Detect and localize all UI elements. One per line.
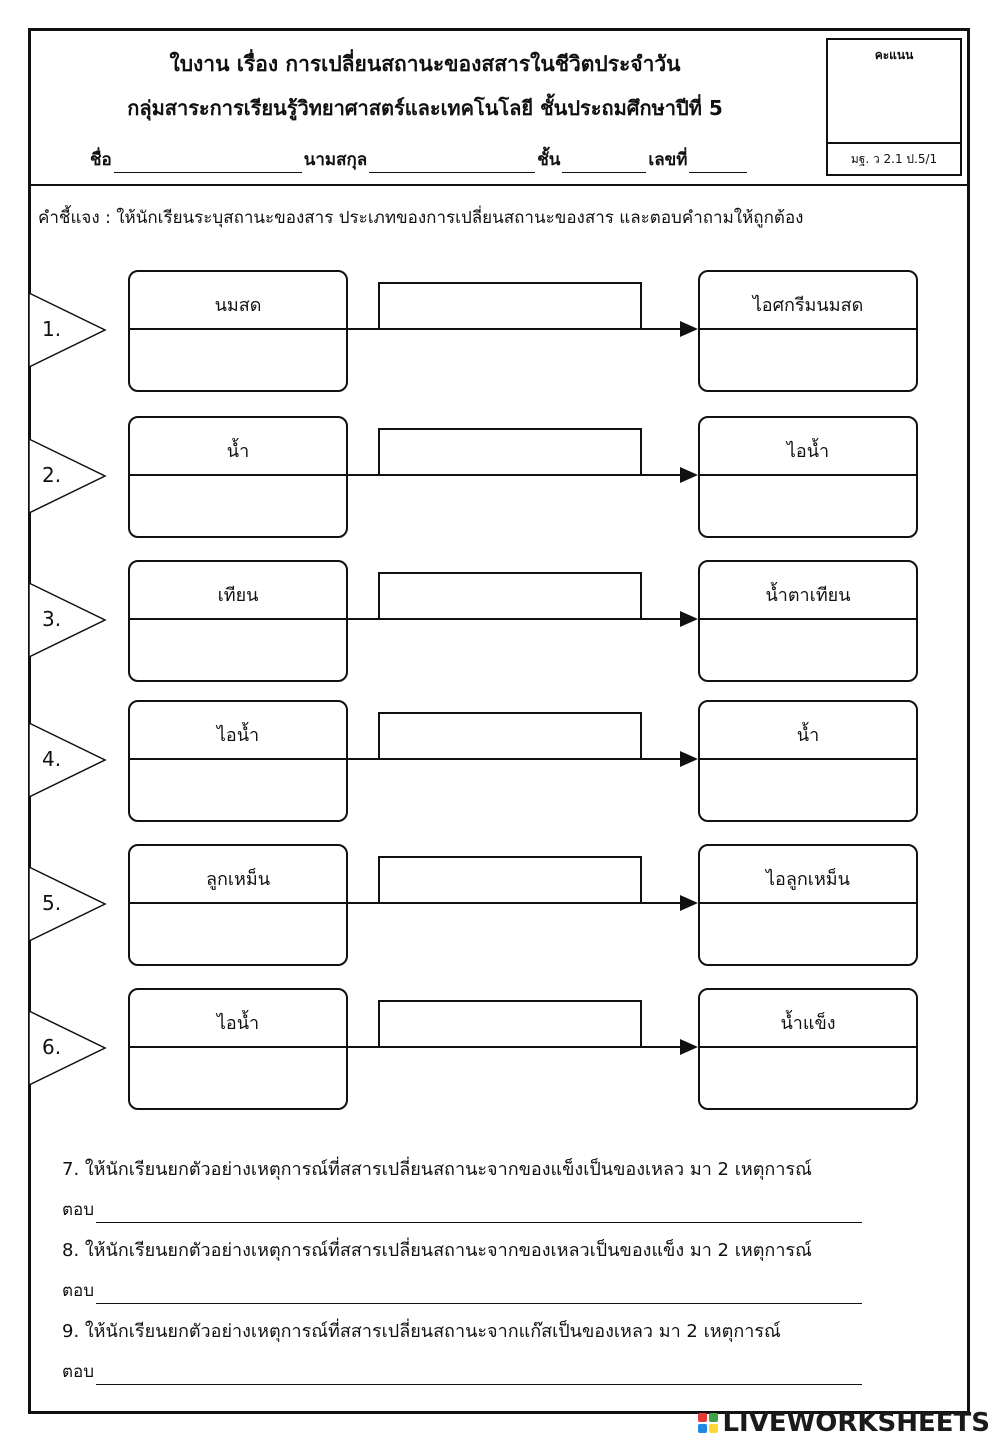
from-substance-name: เทียน bbox=[217, 585, 259, 606]
brand-name: LIVEWORKSHEETS bbox=[722, 1408, 990, 1438]
from-state-answer-field[interactable] bbox=[130, 1050, 346, 1110]
to-state-answer-field[interactable] bbox=[700, 1050, 916, 1110]
box-divider bbox=[698, 758, 918, 760]
to-substance-box bbox=[698, 560, 918, 682]
question-7: 7. ให้นักเรียนยกตัวอย่างเหตุการณ์ที่สสารเปลี่ยนสถานะจากของแข็งเป็นของเหลว มา 2 เหตุการณ์ bbox=[62, 1159, 812, 1180]
box-divider bbox=[698, 474, 918, 476]
answer-7-field[interactable] bbox=[96, 1206, 862, 1223]
arrow-right-icon bbox=[680, 1039, 698, 1055]
logo-square bbox=[698, 1424, 707, 1433]
to-state-answer-field[interactable] bbox=[700, 332, 916, 392]
number-arrow-icon bbox=[28, 438, 108, 514]
to-substance-box bbox=[698, 416, 918, 538]
exercise-number: 3. bbox=[42, 607, 62, 631]
answer-label: ตอบ bbox=[62, 1362, 95, 1382]
to-substance-box bbox=[698, 844, 918, 966]
question-9: 9. ให้นักเรียนยกตัวอย่างเหตุการณ์ที่สสารเปลี่ยนสถานะจากแก๊สเป็นของเหลว มา 2 เหตุการณ์ bbox=[62, 1321, 781, 1342]
connector-line bbox=[128, 902, 688, 904]
logo-square bbox=[709, 1413, 718, 1422]
number-arrow-icon bbox=[28, 1010, 108, 1086]
change-type-answer-field[interactable] bbox=[378, 572, 642, 618]
exercise-number: 5. bbox=[42, 891, 62, 915]
to-substance-name: ไอศกรีมนมสด bbox=[752, 295, 864, 316]
change-type-answer-field[interactable] bbox=[378, 1000, 642, 1046]
name-field[interactable] bbox=[114, 154, 302, 173]
number-arrow-icon bbox=[28, 722, 108, 798]
liveworksheets-brand bbox=[698, 1408, 990, 1438]
liveworksheets-logo-icon bbox=[698, 1413, 718, 1433]
number-arrow-icon bbox=[28, 582, 108, 658]
exercise-row bbox=[0, 270, 1000, 394]
answer-8-field[interactable] bbox=[96, 1287, 862, 1304]
from-state-answer-field[interactable] bbox=[130, 762, 346, 822]
worksheet-title: ใบงาน เรื่อง การเปลี่ยนสถานะของสสารในชีวิตประจำวัน bbox=[169, 52, 681, 76]
from-substance-name: ไอน้ำ bbox=[216, 1013, 260, 1034]
worksheet-subtitle: กลุ่มสาระการเรียนรู้วิทยาศาสตร์และเทคโนโลยี ชั้นประถมศึกษาปีที่ 5 bbox=[127, 96, 723, 120]
box-divider bbox=[698, 328, 918, 330]
from-state-answer-field[interactable] bbox=[130, 478, 346, 538]
to-state-answer-field[interactable] bbox=[700, 906, 916, 966]
to-substance-name: ไอลูกเหม็น bbox=[766, 869, 850, 890]
from-substance-box bbox=[128, 700, 348, 822]
surname-label: นามสกุล bbox=[303, 150, 368, 170]
answer-row-7 bbox=[62, 1196, 862, 1223]
box-divider bbox=[698, 1046, 918, 1048]
number-label: เลขที่ bbox=[648, 150, 688, 170]
from-state-answer-field[interactable] bbox=[130, 332, 346, 392]
connector-line bbox=[128, 1046, 688, 1048]
from-substance-name: นมสด bbox=[214, 295, 262, 316]
student-info-fields bbox=[90, 146, 749, 173]
to-substance-box bbox=[698, 988, 918, 1110]
exercise-number: 1. bbox=[42, 317, 62, 341]
instruction-text: คำชี้แจง : ให้นักเรียนระบุสถานะของสาร ประเภทของการเปลี่ยนสถานะของสาร และตอบคำถามให้ถูกต้อง bbox=[38, 208, 804, 228]
connector-line bbox=[128, 474, 688, 476]
class-label: ชั้น bbox=[537, 150, 561, 170]
box-divider bbox=[698, 618, 918, 620]
logo-square bbox=[698, 1413, 707, 1422]
arrow-right-icon bbox=[680, 751, 698, 767]
connector-line bbox=[128, 758, 688, 760]
answer-row-8 bbox=[62, 1277, 862, 1304]
change-type-answer-field[interactable] bbox=[378, 282, 642, 328]
to-state-answer-field[interactable] bbox=[700, 762, 916, 822]
connector-line bbox=[128, 618, 688, 620]
arrow-right-icon bbox=[680, 467, 698, 483]
logo-square bbox=[709, 1424, 718, 1433]
from-substance-name: น้ำ bbox=[226, 441, 250, 462]
exercise-number: 4. bbox=[42, 747, 62, 771]
from-state-answer-field[interactable] bbox=[130, 906, 346, 966]
score-label: คะแนน bbox=[874, 48, 914, 62]
to-substance-box bbox=[698, 270, 918, 392]
from-substance-box bbox=[128, 560, 348, 682]
header-divider bbox=[28, 184, 970, 186]
arrow-right-icon bbox=[680, 611, 698, 627]
from-substance-box bbox=[128, 270, 348, 392]
exercise-row bbox=[0, 844, 1000, 968]
exercise-row bbox=[0, 416, 1000, 540]
connector-line bbox=[128, 328, 688, 330]
answer-label: ตอบ bbox=[62, 1200, 95, 1220]
from-substance-box bbox=[128, 844, 348, 966]
exercise-row bbox=[0, 560, 1000, 684]
from-substance-box bbox=[128, 416, 348, 538]
score-box bbox=[826, 38, 962, 176]
box-divider bbox=[698, 902, 918, 904]
answer-label: ตอบ bbox=[62, 1281, 95, 1301]
from-substance-box bbox=[128, 988, 348, 1110]
to-state-answer-field[interactable] bbox=[700, 622, 916, 682]
to-substance-name: น้ำแข็ง bbox=[780, 1013, 836, 1034]
answer-9-field[interactable] bbox=[96, 1368, 862, 1385]
number-field[interactable] bbox=[689, 154, 747, 173]
exercise-number: 6. bbox=[42, 1035, 62, 1059]
change-type-answer-field[interactable] bbox=[378, 428, 642, 474]
number-arrow-icon bbox=[28, 292, 108, 368]
name-label: ชื่อ bbox=[90, 150, 112, 170]
number-arrow-icon bbox=[28, 866, 108, 942]
to-substance-name: น้ำ bbox=[796, 725, 820, 746]
exercise-number: 2. bbox=[42, 463, 62, 487]
to-state-answer-field[interactable] bbox=[700, 478, 916, 538]
from-substance-name: ไอน้ำ bbox=[216, 725, 260, 746]
to-substance-name: น้ำตาเทียน bbox=[765, 585, 851, 606]
change-type-answer-field[interactable] bbox=[378, 856, 642, 902]
class-field[interactable] bbox=[562, 154, 646, 173]
exercise-row bbox=[0, 988, 1000, 1112]
to-substance-name: ไอน้ำ bbox=[786, 441, 830, 462]
change-type-answer-field[interactable] bbox=[378, 712, 642, 758]
surname-field[interactable] bbox=[369, 154, 535, 173]
standard-code: มฐ. ว 2.1 ป.5/1 bbox=[828, 142, 960, 174]
from-substance-name: ลูกเหม็น bbox=[205, 869, 271, 890]
arrow-right-icon bbox=[680, 895, 698, 911]
answer-row-9 bbox=[62, 1358, 862, 1385]
question-8: 8. ให้นักเรียนยกตัวอย่างเหตุการณ์ที่สสารเปลี่ยนสถานะจากของเหลวเป็นของแข็ง มา 2 เหตุการณ์ bbox=[62, 1240, 812, 1261]
from-state-answer-field[interactable] bbox=[130, 622, 346, 682]
exercise-row bbox=[0, 700, 1000, 824]
to-substance-box bbox=[698, 700, 918, 822]
arrow-right-icon bbox=[680, 321, 698, 337]
